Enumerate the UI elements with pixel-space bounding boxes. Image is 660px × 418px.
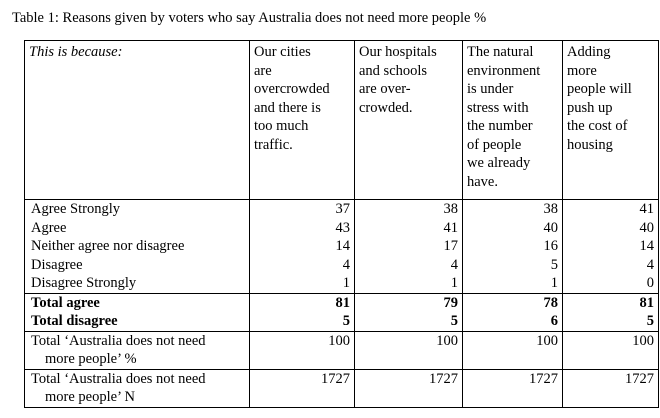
row-label: Total ‘Australia does not need more people’ % xyxy=(25,331,250,369)
row-label: Total agree xyxy=(25,293,250,312)
cell: 17 xyxy=(355,237,463,256)
cell: 4 xyxy=(563,256,659,275)
column-header-cities: Our cities are overcrowded and there is too much traffic. xyxy=(250,41,355,200)
cell: 1727 xyxy=(355,369,463,407)
cell: 1727 xyxy=(463,369,563,407)
cell: 1 xyxy=(250,274,355,293)
cell: 4 xyxy=(355,256,463,275)
cell: 81 xyxy=(563,293,659,312)
cell: 1727 xyxy=(250,369,355,407)
cell: 81 xyxy=(250,293,355,312)
cell: 100 xyxy=(463,331,563,369)
total-percent-row xyxy=(25,331,659,369)
table-row xyxy=(25,237,659,256)
row-label: Disagree xyxy=(25,256,250,275)
table-row xyxy=(25,219,659,238)
cell: 4 xyxy=(250,256,355,275)
cell: 100 xyxy=(250,331,355,369)
cell: 14 xyxy=(563,237,659,256)
cell: 16 xyxy=(463,237,563,256)
cell: 100 xyxy=(355,331,463,369)
cell: 14 xyxy=(250,237,355,256)
column-header-hospitals: Our hospitals and schools are over- crowded. xyxy=(355,41,463,200)
cell: 37 xyxy=(250,200,355,219)
row-label: Disagree Strongly xyxy=(25,274,250,293)
total-agree-row xyxy=(25,293,659,312)
cell: 41 xyxy=(355,219,463,238)
cell: 79 xyxy=(355,293,463,312)
cell: 38 xyxy=(355,200,463,219)
row-label: Total disagree xyxy=(25,312,250,331)
cell: 100 xyxy=(563,331,659,369)
cell: 5 xyxy=(355,312,463,331)
table-row xyxy=(25,256,659,275)
cell: 0 xyxy=(563,274,659,293)
row-label: Total ‘Australia does not need more people’ N xyxy=(25,369,250,407)
cell: 41 xyxy=(563,200,659,219)
total-disagree-row xyxy=(25,312,659,331)
column-header-housing: Adding more people will push up the cost of housing xyxy=(563,41,659,200)
row-label: Agree xyxy=(25,219,250,238)
column-header-environment: The natural environment is under stress with the number of people we already have. xyxy=(463,41,563,200)
cell: 5 xyxy=(463,256,563,275)
row-label: Neither agree nor disagree xyxy=(25,237,250,256)
cell: 38 xyxy=(463,200,563,219)
cell: 5 xyxy=(250,312,355,331)
cell: 5 xyxy=(563,312,659,331)
cell: 78 xyxy=(463,293,563,312)
reasons-table xyxy=(24,40,659,408)
row-label: Agree Strongly xyxy=(25,200,250,219)
cell: 1727 xyxy=(563,369,659,407)
table-row xyxy=(25,274,659,293)
stub-header: This is because: xyxy=(25,41,250,200)
table-row xyxy=(25,200,659,219)
total-n-row xyxy=(25,369,659,407)
cell: 43 xyxy=(250,219,355,238)
cell: 40 xyxy=(563,219,659,238)
cell: 6 xyxy=(463,312,563,331)
cell: 40 xyxy=(463,219,563,238)
table-caption: Table 1: Reasons given by voters who say Australia does not need more people % xyxy=(12,10,487,26)
cell: 1 xyxy=(463,274,563,293)
header-row xyxy=(25,41,659,200)
cell: 1 xyxy=(355,274,463,293)
